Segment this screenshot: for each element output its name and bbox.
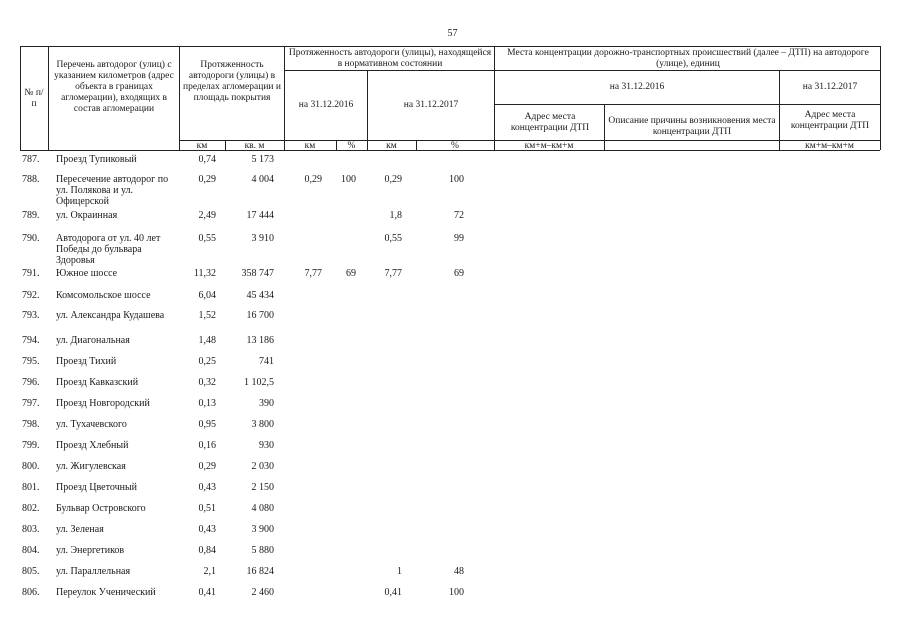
cell-name: ул. Диагональная bbox=[56, 335, 130, 346]
cell-km: 0,74 bbox=[198, 154, 216, 165]
cell-km: 0,95 bbox=[198, 419, 216, 430]
cell-sqm: 16 824 bbox=[246, 566, 274, 577]
addr-dtp-2017-header: Адрес места концентрации ДТП bbox=[790, 110, 870, 131]
cell-no: 795. bbox=[22, 356, 40, 367]
cell-sqm: 3 900 bbox=[251, 524, 274, 535]
cell-no: 788. bbox=[22, 174, 40, 185]
cell-sqm: 4 004 bbox=[251, 174, 274, 185]
cell-km: 0,41 bbox=[198, 587, 216, 598]
cell-pct17: 69 bbox=[454, 268, 464, 279]
unit-km-2016: км bbox=[304, 141, 316, 151]
cell-no: 797. bbox=[22, 398, 40, 409]
v-line-7 bbox=[367, 70, 368, 150]
cell-no: 805. bbox=[22, 566, 40, 577]
unit-kmm-2016: км+м–км+м bbox=[524, 141, 574, 151]
cell-name: Проезд Хлебный bbox=[56, 440, 129, 451]
col-dtp-header: Места концентрации дорожно-транспортных происшествий (далее – ДТП) на автодороге (улице), единиц bbox=[507, 48, 869, 69]
cell-km: 0,29 bbox=[198, 174, 216, 185]
cell-sqm: 5 173 bbox=[251, 154, 274, 165]
cell-name: Комсомольское шоссе bbox=[56, 290, 151, 301]
page-number: 57 bbox=[447, 28, 458, 39]
cell-pct17: 100 bbox=[449, 587, 464, 598]
cell-sqm: 741 bbox=[259, 356, 274, 367]
cell-km: 0,16 bbox=[198, 440, 216, 451]
cell-no: 802. bbox=[22, 503, 40, 514]
cell-km16: 0,29 bbox=[304, 174, 322, 185]
cell-no: 792. bbox=[22, 290, 40, 301]
cell-name: Проезд Цветочный bbox=[56, 482, 138, 493]
date-2017-header: на 31.12.2017 bbox=[403, 100, 459, 110]
cell-km: 0,51 bbox=[198, 503, 216, 514]
cell-km: 2,49 bbox=[198, 210, 216, 221]
cell-km: 0,32 bbox=[198, 377, 216, 388]
v-line-9 bbox=[494, 46, 495, 150]
date-2016-header: на 31.12.2016 bbox=[298, 100, 354, 110]
cell-km: 0,13 bbox=[198, 398, 216, 409]
cell-no: 796. bbox=[22, 377, 40, 388]
v-line-11 bbox=[779, 70, 780, 150]
v-line-5 bbox=[284, 46, 285, 150]
cell-km17: 1,8 bbox=[389, 210, 402, 221]
unit-pct-2017: % bbox=[451, 141, 459, 151]
cell-sqm: 3 800 bbox=[251, 419, 274, 430]
cell-no: 803. bbox=[22, 524, 40, 535]
cell-sqm: 1 102,5 bbox=[244, 377, 274, 388]
cell-name: ул. Александра Кудашева bbox=[56, 310, 165, 321]
cell-km: 0,25 bbox=[198, 356, 216, 367]
cell-pct17: 99 bbox=[454, 233, 464, 244]
v-line-1 bbox=[20, 46, 21, 150]
cell-km: 0,84 bbox=[198, 545, 216, 556]
cell-name: Проезд Новгородский bbox=[56, 398, 150, 409]
cell-pct16: 69 bbox=[346, 268, 356, 279]
cell-km16: 7,77 bbox=[304, 268, 322, 279]
cell-name: Проезд Тихий bbox=[56, 356, 117, 367]
normative-subline bbox=[284, 70, 494, 71]
col-normative-header: Протяженность автодороги (улицы), находящейся в нормативном состоянии bbox=[288, 48, 492, 69]
cell-no: 790. bbox=[22, 233, 40, 244]
cell-sqm: 390 bbox=[259, 398, 274, 409]
cell-name: Южное шоссе bbox=[56, 268, 118, 279]
v-line-12 bbox=[880, 46, 881, 150]
cell-sqm: 2 030 bbox=[251, 461, 274, 472]
cell-km17: 1 bbox=[397, 566, 402, 577]
cell-name: Переулок Ученический bbox=[56, 587, 156, 598]
cell-km17: 0,29 bbox=[384, 174, 402, 185]
cell-name: Автодорога от ул. 40 лет Победы до бульвара Здоровья bbox=[56, 233, 161, 266]
cell-sqm: 5 880 bbox=[251, 545, 274, 556]
cell-name: ул. Окраинная bbox=[56, 210, 118, 221]
cell-no: 794. bbox=[22, 335, 40, 346]
cell-km: 1,48 bbox=[198, 335, 216, 346]
cell-no: 806. bbox=[22, 587, 40, 598]
cell-name: Проезд Тупиковый bbox=[56, 154, 137, 165]
cell-name: ул. Энергетиков bbox=[56, 545, 125, 556]
col-no-header: № п/п bbox=[24, 88, 44, 109]
v-line-10 bbox=[604, 104, 605, 150]
cell-name: ул. Параллельная bbox=[56, 566, 131, 577]
cell-no: 789. bbox=[22, 210, 40, 221]
unit-sqm: кв. м bbox=[244, 141, 265, 151]
dtp-2016-header: на 31.12.2016 bbox=[609, 82, 665, 92]
cell-sqm: 4 080 bbox=[251, 503, 274, 514]
cell-km: 0,29 bbox=[198, 461, 216, 472]
unit-km: км bbox=[196, 141, 208, 151]
cell-sqm: 13 186 bbox=[246, 335, 274, 346]
cell-km: 2,1 bbox=[203, 566, 216, 577]
cell-name: Проезд Кавказский bbox=[56, 377, 139, 388]
unit-pct-2016: % bbox=[347, 141, 356, 151]
cell-sqm: 930 bbox=[259, 440, 274, 451]
cell-sqm: 45 434 bbox=[246, 290, 274, 301]
col-length-header: Протяженность автодороги (улицы) в пределах агломерации и площадь покрытия bbox=[183, 60, 281, 103]
cell-km: 0,43 bbox=[198, 482, 216, 493]
cell-km: 0,55 bbox=[198, 233, 216, 244]
cell-no: 800. bbox=[22, 461, 40, 472]
cell-pct17: 100 bbox=[449, 174, 464, 185]
header-top-line bbox=[20, 46, 880, 47]
cell-sqm: 358 747 bbox=[241, 268, 274, 279]
cell-name: Пересечение автодорог по ул. Полякова и ул. Офицерской bbox=[56, 174, 169, 207]
reason-dtp-header: Описание причины возникновения места концентрации ДТП bbox=[608, 116, 776, 137]
cell-km: 1,52 bbox=[198, 310, 216, 321]
cell-no: 798. bbox=[22, 419, 40, 430]
cell-name: ул. Жигулевская bbox=[56, 461, 126, 472]
unit-km-2017: км bbox=[386, 141, 397, 151]
cell-sqm: 2 150 bbox=[251, 482, 274, 493]
cell-pct16: 100 bbox=[341, 174, 356, 185]
cell-km17: 7,77 bbox=[384, 268, 402, 279]
unit-kmm-2017: км+м–км+м bbox=[805, 141, 854, 151]
cell-no: 787. bbox=[22, 154, 40, 165]
cell-name: ул. Тухачевского bbox=[56, 419, 127, 430]
cell-km: 6,04 bbox=[198, 290, 216, 301]
v-line-2 bbox=[48, 46, 49, 150]
cell-sqm: 17 444 bbox=[246, 210, 274, 221]
cell-no: 799. bbox=[22, 440, 40, 451]
cell-sqm: 3 910 bbox=[251, 233, 274, 244]
addr-dtp-header: Адрес места концентрации ДТП bbox=[510, 112, 590, 133]
cell-km17: 0,55 bbox=[384, 233, 402, 244]
dtp-subline-2 bbox=[494, 104, 880, 105]
dtp-subline bbox=[494, 70, 880, 71]
col-name-header: Перечень автодорог (улиц) с указанием километров (адрес объекта в границах агломерации), входящих в состав агломерации bbox=[54, 60, 174, 114]
cell-no: 801. bbox=[22, 482, 40, 493]
cell-no: 793. bbox=[22, 310, 40, 321]
v-line-3 bbox=[179, 46, 180, 150]
cell-sqm: 16 700 bbox=[246, 310, 274, 321]
cell-pct17: 48 bbox=[454, 566, 464, 577]
dtp-2017-header: на 31.12.2017 bbox=[802, 82, 858, 92]
cell-km: 0,43 bbox=[198, 524, 216, 535]
cell-km17: 0,41 bbox=[384, 587, 402, 598]
cell-pct17: 72 bbox=[454, 210, 464, 221]
cell-name: Бульвар Островского bbox=[56, 503, 146, 514]
cell-no: 804. bbox=[22, 545, 40, 556]
cell-name: ул. Зеленая bbox=[56, 524, 104, 535]
cell-km: 11,32 bbox=[193, 268, 216, 279]
cell-sqm: 2 460 bbox=[251, 587, 274, 598]
cell-no: 791. bbox=[22, 268, 40, 279]
